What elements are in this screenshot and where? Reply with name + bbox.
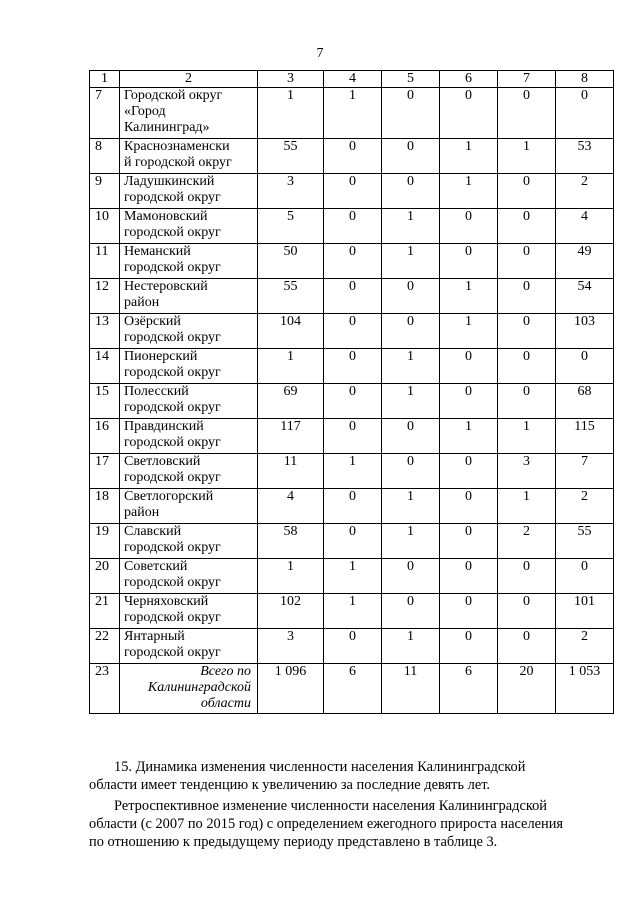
table-row <box>90 88 614 139</box>
value-cell: 0 <box>498 174 556 209</box>
value-cell: 1 <box>498 139 556 174</box>
value-cell: 1 <box>382 349 440 384</box>
table-row <box>90 489 614 524</box>
page-number: 7 <box>316 46 324 61</box>
value-cell: 1 <box>498 489 556 524</box>
row-number: 19 <box>90 524 120 559</box>
row-number: 7 <box>90 88 120 139</box>
municipality-name <box>120 664 258 714</box>
value-cell: 0 <box>498 279 556 314</box>
value-cell: 0 <box>324 139 382 174</box>
value-cell: 0 <box>440 489 498 524</box>
value-cell: 0 <box>324 629 382 664</box>
value-cell: 0 <box>382 88 440 139</box>
value-cell: 50 <box>258 244 324 279</box>
value-cell: 1 <box>498 419 556 454</box>
value-cell: 0 <box>498 594 556 629</box>
value-cell: 1 <box>440 139 498 174</box>
column-header: 6 <box>440 71 498 88</box>
name-line: области <box>200 696 251 711</box>
name-line: Неманский <box>124 244 191 259</box>
paragraph-line: 15. Динамика изменения численности населения Калининградской <box>114 759 526 775</box>
name-line: городской округ <box>124 540 221 555</box>
value-cell: 3 <box>258 629 324 664</box>
name-line: Пионерский <box>124 349 198 364</box>
value-cell: 2 <box>556 489 614 524</box>
value-cell: 69 <box>258 384 324 419</box>
column-header: 5 <box>382 71 440 88</box>
value-cell: 0 <box>440 454 498 489</box>
name-line: Советский <box>124 559 188 574</box>
value-cell: 0 <box>440 629 498 664</box>
table-row <box>90 139 614 174</box>
value-cell: 2 <box>556 629 614 664</box>
name-line: Калининград» <box>124 120 210 135</box>
value-cell: 0 <box>440 384 498 419</box>
row-number: 21 <box>90 594 120 629</box>
value-cell: 103 <box>556 314 614 349</box>
value-cell: 0 <box>498 314 556 349</box>
name-line: Краснознаменски <box>124 139 230 154</box>
table-row <box>90 349 614 384</box>
row-number: 20 <box>90 559 120 594</box>
value-cell: 3 <box>258 174 324 209</box>
value-cell: 0 <box>324 314 382 349</box>
value-cell: 0 <box>382 559 440 594</box>
row-number: 8 <box>90 139 120 174</box>
value-cell: 101 <box>556 594 614 629</box>
paragraph-line: области (с 2007 по 2015 год) с определением ежегодного прироста населения <box>89 816 564 832</box>
value-cell: 1 <box>382 489 440 524</box>
table-header-row <box>90 71 614 88</box>
municipality-name <box>120 88 258 139</box>
table-row <box>90 419 614 454</box>
value-cell: 6 <box>440 664 498 714</box>
table-row <box>90 629 614 664</box>
value-cell: 7 <box>556 454 614 489</box>
value-cell: 1 <box>258 349 324 384</box>
value-cell: 0 <box>440 594 498 629</box>
name-line: Полесский <box>124 384 189 399</box>
value-cell: 0 <box>498 629 556 664</box>
name-line: Светловский <box>124 454 201 469</box>
value-cell: 1 <box>440 314 498 349</box>
municipality-name <box>120 349 258 384</box>
name-line: городской округ <box>124 610 221 625</box>
value-cell: 55 <box>556 524 614 559</box>
value-cell: 1 <box>258 88 324 139</box>
value-cell: 2 <box>498 524 556 559</box>
value-cell: 1 <box>440 419 498 454</box>
value-cell: 0 <box>440 209 498 244</box>
value-cell: 1 <box>324 594 382 629</box>
municipality-name <box>120 139 258 174</box>
table-row <box>90 384 614 419</box>
name-line: Мамоновский <box>124 209 208 224</box>
paragraph-15 <box>89 758 613 794</box>
value-cell: 1 <box>440 279 498 314</box>
municipality-name <box>120 489 258 524</box>
value-cell: 0 <box>498 559 556 594</box>
name-line: й городской округ <box>124 155 232 170</box>
value-cell: 1 <box>382 629 440 664</box>
row-number: 17 <box>90 454 120 489</box>
value-cell: 117 <box>258 419 324 454</box>
value-cell: 0 <box>556 559 614 594</box>
value-cell: 0 <box>324 174 382 209</box>
municipality-name <box>120 209 258 244</box>
row-number: 23 <box>90 664 120 714</box>
value-cell: 1 <box>382 384 440 419</box>
row-number: 10 <box>90 209 120 244</box>
value-cell: 1 <box>324 454 382 489</box>
value-cell: 115 <box>556 419 614 454</box>
column-header: 1 <box>90 71 120 88</box>
name-line: городской округ <box>124 190 221 205</box>
name-line: Нестеровский <box>124 279 208 294</box>
value-cell: 11 <box>382 664 440 714</box>
row-number: 18 <box>90 489 120 524</box>
value-cell: 0 <box>382 279 440 314</box>
value-cell: 0 <box>440 244 498 279</box>
value-cell: 104 <box>258 314 324 349</box>
name-line: Всего по <box>200 664 251 679</box>
value-cell: 1 <box>324 88 382 139</box>
value-cell: 0 <box>382 314 440 349</box>
column-header: 2 <box>120 71 258 88</box>
value-cell: 0 <box>498 209 556 244</box>
name-line: «Город <box>124 104 166 119</box>
table-row <box>90 664 614 714</box>
name-line: район <box>124 505 160 520</box>
value-cell: 0 <box>556 349 614 384</box>
row-number: 16 <box>90 419 120 454</box>
table-row <box>90 524 614 559</box>
value-cell: 0 <box>440 349 498 384</box>
name-line: Калининградской <box>147 680 251 695</box>
value-cell: 1 <box>382 244 440 279</box>
value-cell: 102 <box>258 594 324 629</box>
column-header: 4 <box>324 71 382 88</box>
value-cell: 1 <box>324 559 382 594</box>
paragraph-line: по отношению к предыдущему периоду представлено в таблице 3. <box>89 834 498 850</box>
municipality-name <box>120 384 258 419</box>
column-header: 3 <box>258 71 324 88</box>
table-row <box>90 559 614 594</box>
table-row <box>90 209 614 244</box>
value-cell: 1 <box>440 174 498 209</box>
value-cell: 0 <box>440 559 498 594</box>
value-cell: 0 <box>324 524 382 559</box>
municipality-name <box>120 629 258 664</box>
table-row <box>90 314 614 349</box>
table-body <box>90 71 614 714</box>
municipality-name <box>120 594 258 629</box>
table-row <box>90 174 614 209</box>
value-cell: 0 <box>440 88 498 139</box>
value-cell: 0 <box>382 139 440 174</box>
row-number: 13 <box>90 314 120 349</box>
municipality-name <box>120 244 258 279</box>
value-cell: 0 <box>324 244 382 279</box>
municipality-name <box>120 419 258 454</box>
row-number: 14 <box>90 349 120 384</box>
column-header: 8 <box>556 71 614 88</box>
name-line: Черняховский <box>124 594 209 609</box>
paragraph-retrospective <box>89 797 613 851</box>
value-cell: 0 <box>382 419 440 454</box>
name-line: городской округ <box>124 435 221 450</box>
municipality-name <box>120 524 258 559</box>
name-line: Озёрский <box>124 314 181 329</box>
name-line: городской округ <box>124 575 221 590</box>
population-change-table <box>89 70 614 714</box>
value-cell: 1 <box>382 524 440 559</box>
value-cell: 4 <box>556 209 614 244</box>
value-cell: 0 <box>324 384 382 419</box>
value-cell: 3 <box>498 454 556 489</box>
name-line: городской округ <box>124 400 221 415</box>
name-line: городской округ <box>124 330 221 345</box>
value-cell: 1 <box>382 209 440 244</box>
paragraph-line: области имеет тенденцию к увеличению за последние девять лет. <box>89 777 491 793</box>
municipality-name <box>120 559 258 594</box>
value-cell: 1 096 <box>258 664 324 714</box>
value-cell: 1 053 <box>556 664 614 714</box>
name-line: Светлогорский <box>124 489 214 504</box>
table-row <box>90 454 614 489</box>
value-cell: 58 <box>258 524 324 559</box>
table-row <box>90 279 614 314</box>
value-cell: 11 <box>258 454 324 489</box>
row-number: 9 <box>90 174 120 209</box>
value-cell: 54 <box>556 279 614 314</box>
value-cell: 0 <box>498 88 556 139</box>
value-cell: 53 <box>556 139 614 174</box>
value-cell: 2 <box>556 174 614 209</box>
name-line: Ладушкинский <box>124 174 215 189</box>
table-row <box>90 244 614 279</box>
name-line: городской округ <box>124 470 221 485</box>
value-cell: 20 <box>498 664 556 714</box>
value-cell: 0 <box>382 174 440 209</box>
value-cell: 6 <box>324 664 382 714</box>
value-cell: 0 <box>498 349 556 384</box>
value-cell: 0 <box>440 524 498 559</box>
name-line: Славский <box>124 524 182 539</box>
value-cell: 0 <box>382 594 440 629</box>
municipality-name <box>120 454 258 489</box>
value-cell: 0 <box>324 209 382 244</box>
name-line: городской округ <box>124 260 221 275</box>
value-cell: 0 <box>324 279 382 314</box>
municipality-name <box>120 314 258 349</box>
name-line: Городской округ <box>124 88 223 103</box>
value-cell: 1 <box>258 559 324 594</box>
name-line: городской округ <box>124 225 221 240</box>
paragraph-line: Ретроспективное изменение численности населения Калининградской <box>114 798 547 814</box>
municipality-name <box>120 279 258 314</box>
value-cell: 0 <box>324 419 382 454</box>
value-cell: 0 <box>324 489 382 524</box>
name-line: район <box>124 295 160 310</box>
value-cell: 55 <box>258 139 324 174</box>
value-cell: 4 <box>258 489 324 524</box>
value-cell: 55 <box>258 279 324 314</box>
name-line: городской округ <box>124 365 221 380</box>
value-cell: 49 <box>556 244 614 279</box>
value-cell: 5 <box>258 209 324 244</box>
row-number: 11 <box>90 244 120 279</box>
name-line: городской округ <box>124 645 221 660</box>
value-cell: 0 <box>498 384 556 419</box>
value-cell: 0 <box>324 349 382 384</box>
row-number: 15 <box>90 384 120 419</box>
row-number: 22 <box>90 629 120 664</box>
value-cell: 0 <box>382 454 440 489</box>
table-row <box>90 594 614 629</box>
name-line: Янтарный <box>124 629 185 644</box>
value-cell: 0 <box>556 88 614 139</box>
value-cell: 0 <box>498 244 556 279</box>
municipality-name <box>120 174 258 209</box>
value-cell: 68 <box>556 384 614 419</box>
name-line: Правдинский <box>124 419 204 434</box>
row-number: 12 <box>90 279 120 314</box>
column-header: 7 <box>498 71 556 88</box>
